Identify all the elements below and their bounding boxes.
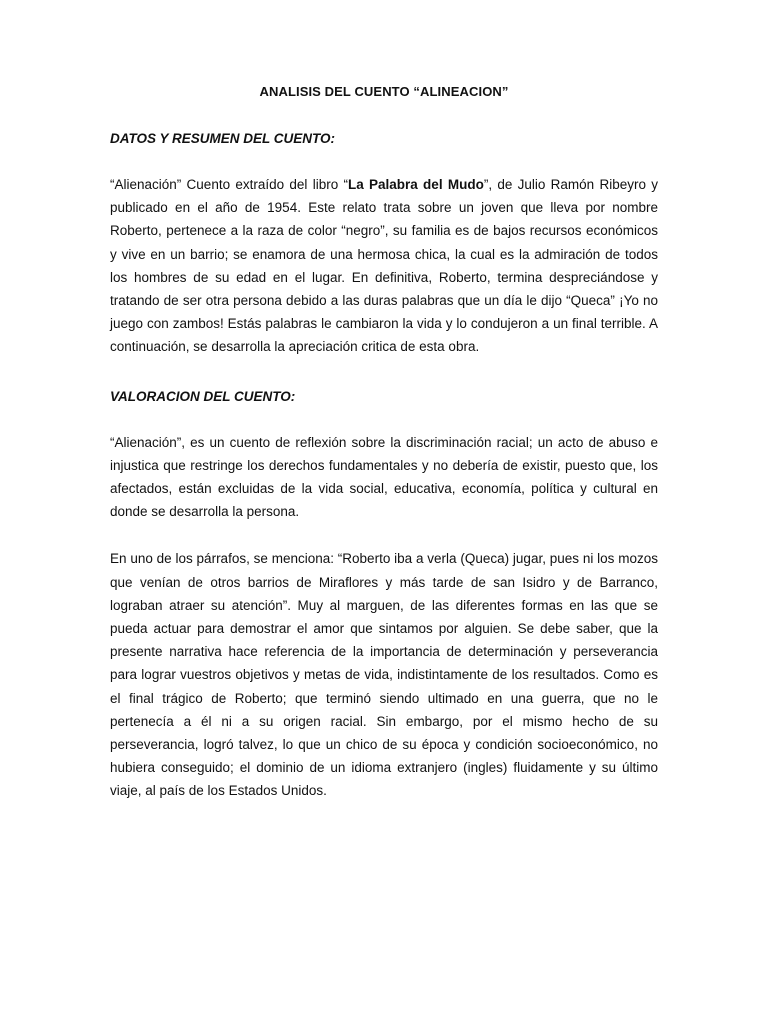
- summary-text-after: ”, de Julio Ramón Ribeyro y publicado en el año de 1954. Este relato trata sobre un joven que lleva por nombre Roberto, pertenece a la raza de color “negro”, su familia es de bajos recursos económicos y vive en un barrio; se enamora de una hermosa chica, la cual es la admiración de todos los hombres de su edad en el lugar. En definitiva, Roberto, termina despreciándose y tratando de ser otra persona debido a las duras palabras que un día le dijo “Queca” ¡Yo no juego con zambos! Estás palabras le cambiaron la vida y lo condujeron a un final terrible. A continuación, se desarrolla la apreciación critica de esta obra.: [110, 177, 658, 355]
- paragraph-summary: [110, 173, 658, 359]
- section-heading-valoracion: VALORACION DEL CUENTO:: [110, 388, 296, 404]
- document-page: [110, 84, 658, 827]
- document-title: ANALISIS DEL CUENTO “ALINEACION”: [259, 84, 509, 99]
- section-heading-datos: DATOS Y RESUMEN DEL CUENTO:: [110, 131, 336, 146]
- summary-text-before: “Alienación” Cuento extraído del libro “: [110, 177, 348, 192]
- paragraph-valoracion-1: “Alienación”, es un cuento de reflexión sobre la discriminación racial; un acto de abuso e injustica que restringe los derechos fundamentales y no debería de existir, puesto que, los afectados, están excluidas de la vida social, educativa, economía, política y cultural en donde se desarrolla la persona.: [110, 434, 658, 520]
- paragraph-valoracion-2: En uno de los párrafos, se menciona: “Roberto iba a verla (Queca) jugar, pues ni los mozos que venían de otros barrios de Miraflores y más tarde de san Isidro y de Barranco, lograban atraer su atención”. Muy al marguen, de las diferentes formas en las que se pueda actuar para demostrar el amor que sintamos por alguien. Se debe saber, que la presente narrativa hace referencia de la importancia de determinación y perseverancia para lograr vuestros objetivos y metas de vida, indistintamente de los resultados. Como es el final trágico de Roberto; que terminó siendo ultimado en una guerra, que no le pertenecía a él ni a su origen racial. Sin embargo, por el mismo hecho de su perseverancia, logró talvez, lo que un chico de su época y condición socioeconómico, no hubiera conseguido; el dominio de un idioma extranjero (ingles) fluidamente y su último viaje, al país de los Estados Unidos.: [110, 551, 658, 799]
- book-title: La Palabra del Mudo: [347, 177, 484, 192]
